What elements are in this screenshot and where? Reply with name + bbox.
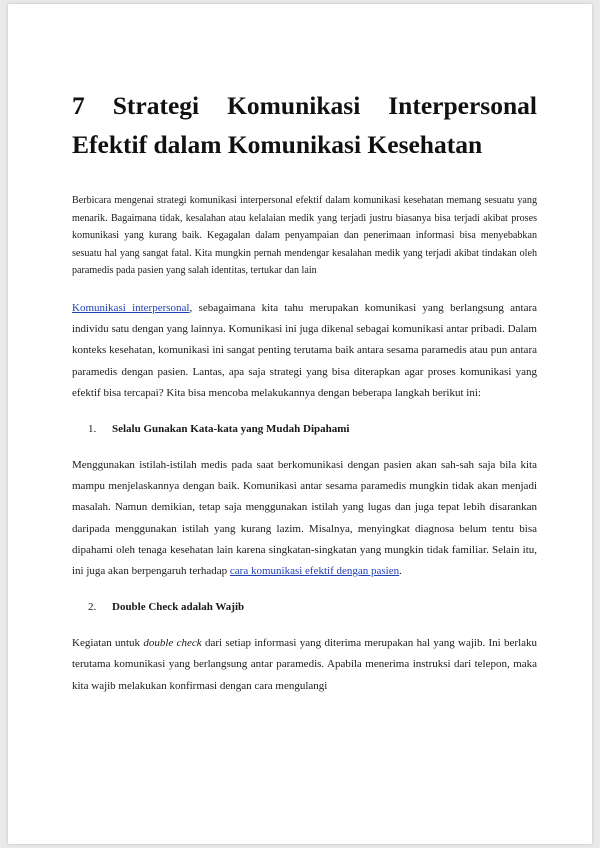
paragraph-double-check-emphasis: double check: [143, 637, 202, 650]
document-page: [8, 4, 592, 844]
paragraph-double-check-text: dari setiap informasi yang diterima merupakan hal yang wajib. Ini berlaku terutama komunikasi yang berlangsung antar paramedis. Apabila menerima instruksi dari telepon, maka kita wajib melakukan konfirmasi dengan cara mengulangi: [72, 637, 538, 692]
list-item-2-number: 2.: [88, 601, 97, 614]
list-item-2: [88, 597, 537, 617]
link-komunikasi-interpersonal[interactable]: Komunikasi interpersonal: [72, 301, 190, 314]
list-item-1-number: 1.: [88, 422, 97, 435]
link-cara-komunikasi-efektif[interactable]: cara komunikasi efektif dengan pasien: [229, 565, 400, 577]
page-title: [72, 86, 537, 164]
paragraph-double-check-pre: Kegiatan untuk: [72, 637, 144, 650]
paragraph-double-check: [72, 633, 537, 697]
intro-paragraph: Berbicara mengenai strategi komunikasi interpersonal efektif dalam komunikasi kesehatan memang sesuatu yang menarik. Bagaimana tidak, kesalahan atau kelalaian medik yang terjadi justru biasanya bisa terjadi akibat proses komunikasi yang kurang baik. Kegagalan dalam penyampaian dan penerimaan informasi bisa menyebabkan sesuatu hal yang sangat fatal. Kita mungkin pernah mendengar kesalahan medik yang terjadi akibat tindakan oleh paramedis pada pasien yang salah identitas, tertukar dan lain: [72, 195, 537, 277]
paragraph-istilah-medis: [72, 455, 537, 582]
list-item-1-heading: Selalu Gunakan Kata-kata yang Mudah Dipahami: [112, 422, 350, 435]
paragraph-interpersonal: [72, 298, 537, 404]
page-title-line-2: Efektif dalam Komunikasi Kesehatan: [72, 130, 483, 159]
page-title-line-1: 7 Strategi Komunikasi Interpersonal: [72, 91, 537, 120]
list-item-2-heading: Double Check adalah Wajib: [112, 601, 245, 614]
paragraph-istilah-medis-text: Menggunakan istilah-istilah medis pada saat berkomunikasi dengan pasien akan sah-sah saja bila kita mampu menjelaskannya dengan baik. Komunikasi antar sesama paramedis mungkin tidak akan menjadi masalah. Namun demikian, tetap saja menggunakan istilah yang lugas dan juga tepat lebih disarankan daripada menggunakan istilah yang kurang lazim. Misalnya, menyingkat diagnosa belum tentu bisa dipahami oleh tenaga kesehatan lain karena singkatan-singkatan yang mungkin tidak familiar. Selain itu, ini juga akan berpengaruh terhadap: [72, 458, 537, 577]
paragraph-istilah-medis-end: .: [399, 565, 402, 577]
document-content: [72, 86, 537, 697]
list-item-1: [88, 419, 537, 439]
paragraph-interpersonal-text: , sebagaimana kita tahu merupakan komunikasi yang berlangsung antara individu satu dengan yang lainnya. Komunikasi ini juga dikenal sebagai komunikasi antar pribadi. Dalam konteks kesehatan, komunikasi ini sangat penting terutama baik antara sesama paramedis atau pun antara paramedis dengan pasien. Lantas, apa saja strategi yang bisa diterapkan agar proses komunikasi yang efektif bisa tercapai? Kita bisa mencoba melakukannya dengan beberapa langkah berikut ini:: [72, 301, 538, 399]
